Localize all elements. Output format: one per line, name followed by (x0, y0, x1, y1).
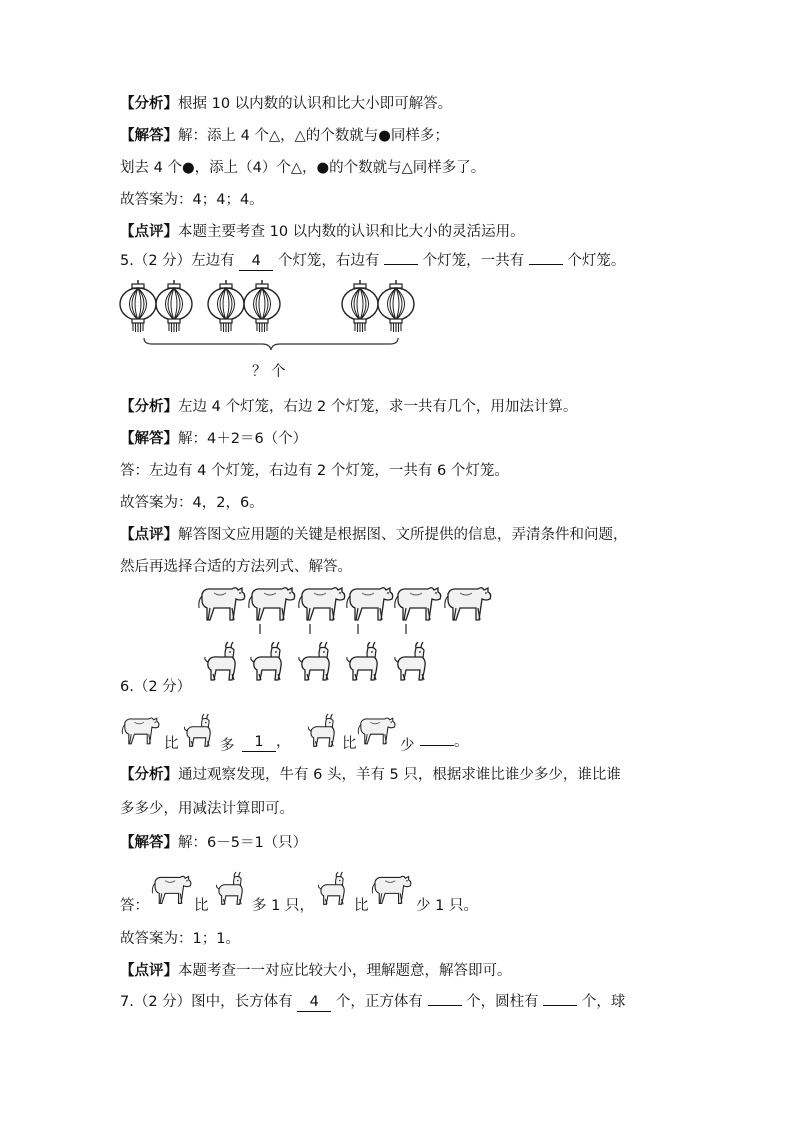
cow-icon (196, 584, 246, 624)
text: 解答图文应用题的关键是根据图、文所提供的信息，弄清条件和问题， (178, 527, 628, 543)
compare-word: 比 (354, 898, 369, 914)
text: 解：4＋2＝6（个） (178, 431, 308, 447)
tag: 【分析】 (120, 767, 178, 783)
q6-question (120, 712, 500, 756)
goat-icon (248, 640, 288, 684)
tag: 【解答】 (120, 431, 178, 447)
q7-text-c: 个，正方体有 (335, 994, 423, 1010)
q6-analysis (120, 765, 621, 785)
q6-blank-group-1 (242, 732, 291, 752)
goat-icon (202, 640, 242, 684)
text: 本题考查一一对应比较大小，理解题意，解答即可。 (178, 963, 512, 979)
solution-line-2: 划去 4 个●，添上（4）个△，●的个数就与△同样多了。 (120, 160, 486, 176)
more-word: 多 (220, 738, 235, 754)
tag: 【分析】 (120, 96, 178, 112)
lantern-icon (340, 280, 380, 334)
q5-text-d: 个灯笼，一共有 (422, 253, 525, 269)
cow-icon (370, 872, 412, 908)
q6-number: 6.（2 分） (120, 679, 192, 695)
lantern-icon (376, 280, 416, 334)
q7-blank-2 (428, 1005, 462, 1006)
cow-icon (356, 714, 396, 748)
period: 。 (454, 734, 469, 750)
q6-blank-group-2 (420, 732, 469, 752)
q5-final: 故答案为：4，2，6。 (120, 495, 264, 511)
goat-icon (344, 640, 384, 684)
q5-blank-2 (384, 264, 418, 265)
cow-goat-figure (196, 584, 496, 694)
cow-icon (344, 584, 394, 624)
q6-blank-2 (420, 745, 454, 746)
less-word: 少 (400, 738, 415, 754)
solution-line (120, 126, 449, 146)
lantern-icon (118, 280, 158, 334)
q7-blank-1: 4 (297, 994, 331, 1012)
q5-analysis (120, 397, 577, 417)
comment-line (120, 222, 525, 242)
cow-icon (296, 584, 346, 624)
curly-brace (142, 336, 400, 352)
question-7 (120, 992, 625, 1012)
text: 左边 4 个灯笼，右边 2 个灯笼，求一共有几个，用加法计算。 (178, 399, 578, 415)
q5-blank-1: 4 (239, 253, 273, 271)
q5-total-question: ？ 个 (252, 364, 286, 380)
cow-icon (442, 584, 492, 624)
answer-less: 少 1 只。 (416, 898, 478, 914)
text: 解：添上 4 个△，△的个数就与●同样多； (178, 128, 449, 144)
analysis-line (120, 94, 452, 114)
tag: 【解答】 (120, 835, 178, 851)
q6-blank-1: 1 (242, 734, 276, 752)
goat-icon (296, 640, 336, 684)
goat-icon (306, 712, 340, 750)
comma: ， (276, 734, 291, 750)
cow-icon (392, 584, 442, 624)
goat-icon (214, 870, 248, 908)
compare-word: 比 (164, 736, 179, 752)
text: 解：6－5＝1（只） (178, 835, 308, 851)
q5-comment (120, 525, 628, 545)
lantern-icon (242, 280, 282, 334)
q6-comment (120, 961, 512, 981)
q6-solution (120, 833, 307, 853)
q7-text-d: 个，圆柱有 (466, 994, 539, 1010)
q5-text-c: 个灯笼，右边有 (277, 253, 380, 269)
q5-answer: 答：左边有 4 个灯笼，右边有 2 个灯笼，一共有 6 个灯笼。 (120, 463, 509, 479)
q5-text-e: 个灯笼。 (567, 253, 626, 269)
compare-word: 比 (342, 736, 357, 752)
compare-word: 比 (194, 898, 209, 914)
question-5 (120, 251, 625, 271)
answer-more: 多 1 只， (252, 898, 314, 914)
tag: 【点评】 (120, 224, 178, 240)
q5-solution (120, 429, 307, 449)
lantern-figure (118, 280, 428, 340)
q5-text-a: 5.（2 分）左边有 (120, 253, 235, 269)
goat-icon (392, 640, 432, 684)
text: 本题主要考查 10 以内数的认识和比大小的灵活运用。 (178, 224, 525, 240)
q6-analysis-2: 多多少，用减法计算即可。 (120, 801, 294, 817)
q5-blank-3 (529, 264, 563, 265)
goat-icon (182, 712, 216, 750)
lantern-icon (154, 280, 194, 334)
q6-answer (120, 868, 480, 914)
q7-blank-3 (543, 1005, 577, 1006)
tag: 【点评】 (120, 527, 178, 543)
q6-final: 故答案为：1；1。 (120, 931, 240, 947)
tag: 【点评】 (120, 963, 178, 979)
lantern-icon (206, 280, 246, 334)
cow-icon (246, 584, 296, 624)
cow-icon (150, 872, 192, 908)
cow-icon (120, 714, 160, 748)
q5-comment-2: 然后再选择合适的方法列式、解答。 (120, 559, 352, 575)
answer-label: 答： (120, 898, 149, 914)
tag: 【分析】 (120, 399, 178, 415)
answer-line: 故答案为：4；4；4。 (120, 192, 264, 208)
match-lines (196, 622, 496, 636)
q7-text-e: 个，球 (581, 994, 626, 1010)
goat-icon (316, 870, 350, 908)
text: 通过观察发现，牛有 6 头，羊有 5 只，根据求谁比谁少多少，谁比谁 (178, 767, 621, 783)
tag: 【解答】 (120, 128, 178, 144)
q7-text-a: 7.（2 分）图中，长方体有 (120, 994, 293, 1010)
text: 根据 10 以内数的认识和比大小即可解答。 (178, 96, 453, 112)
